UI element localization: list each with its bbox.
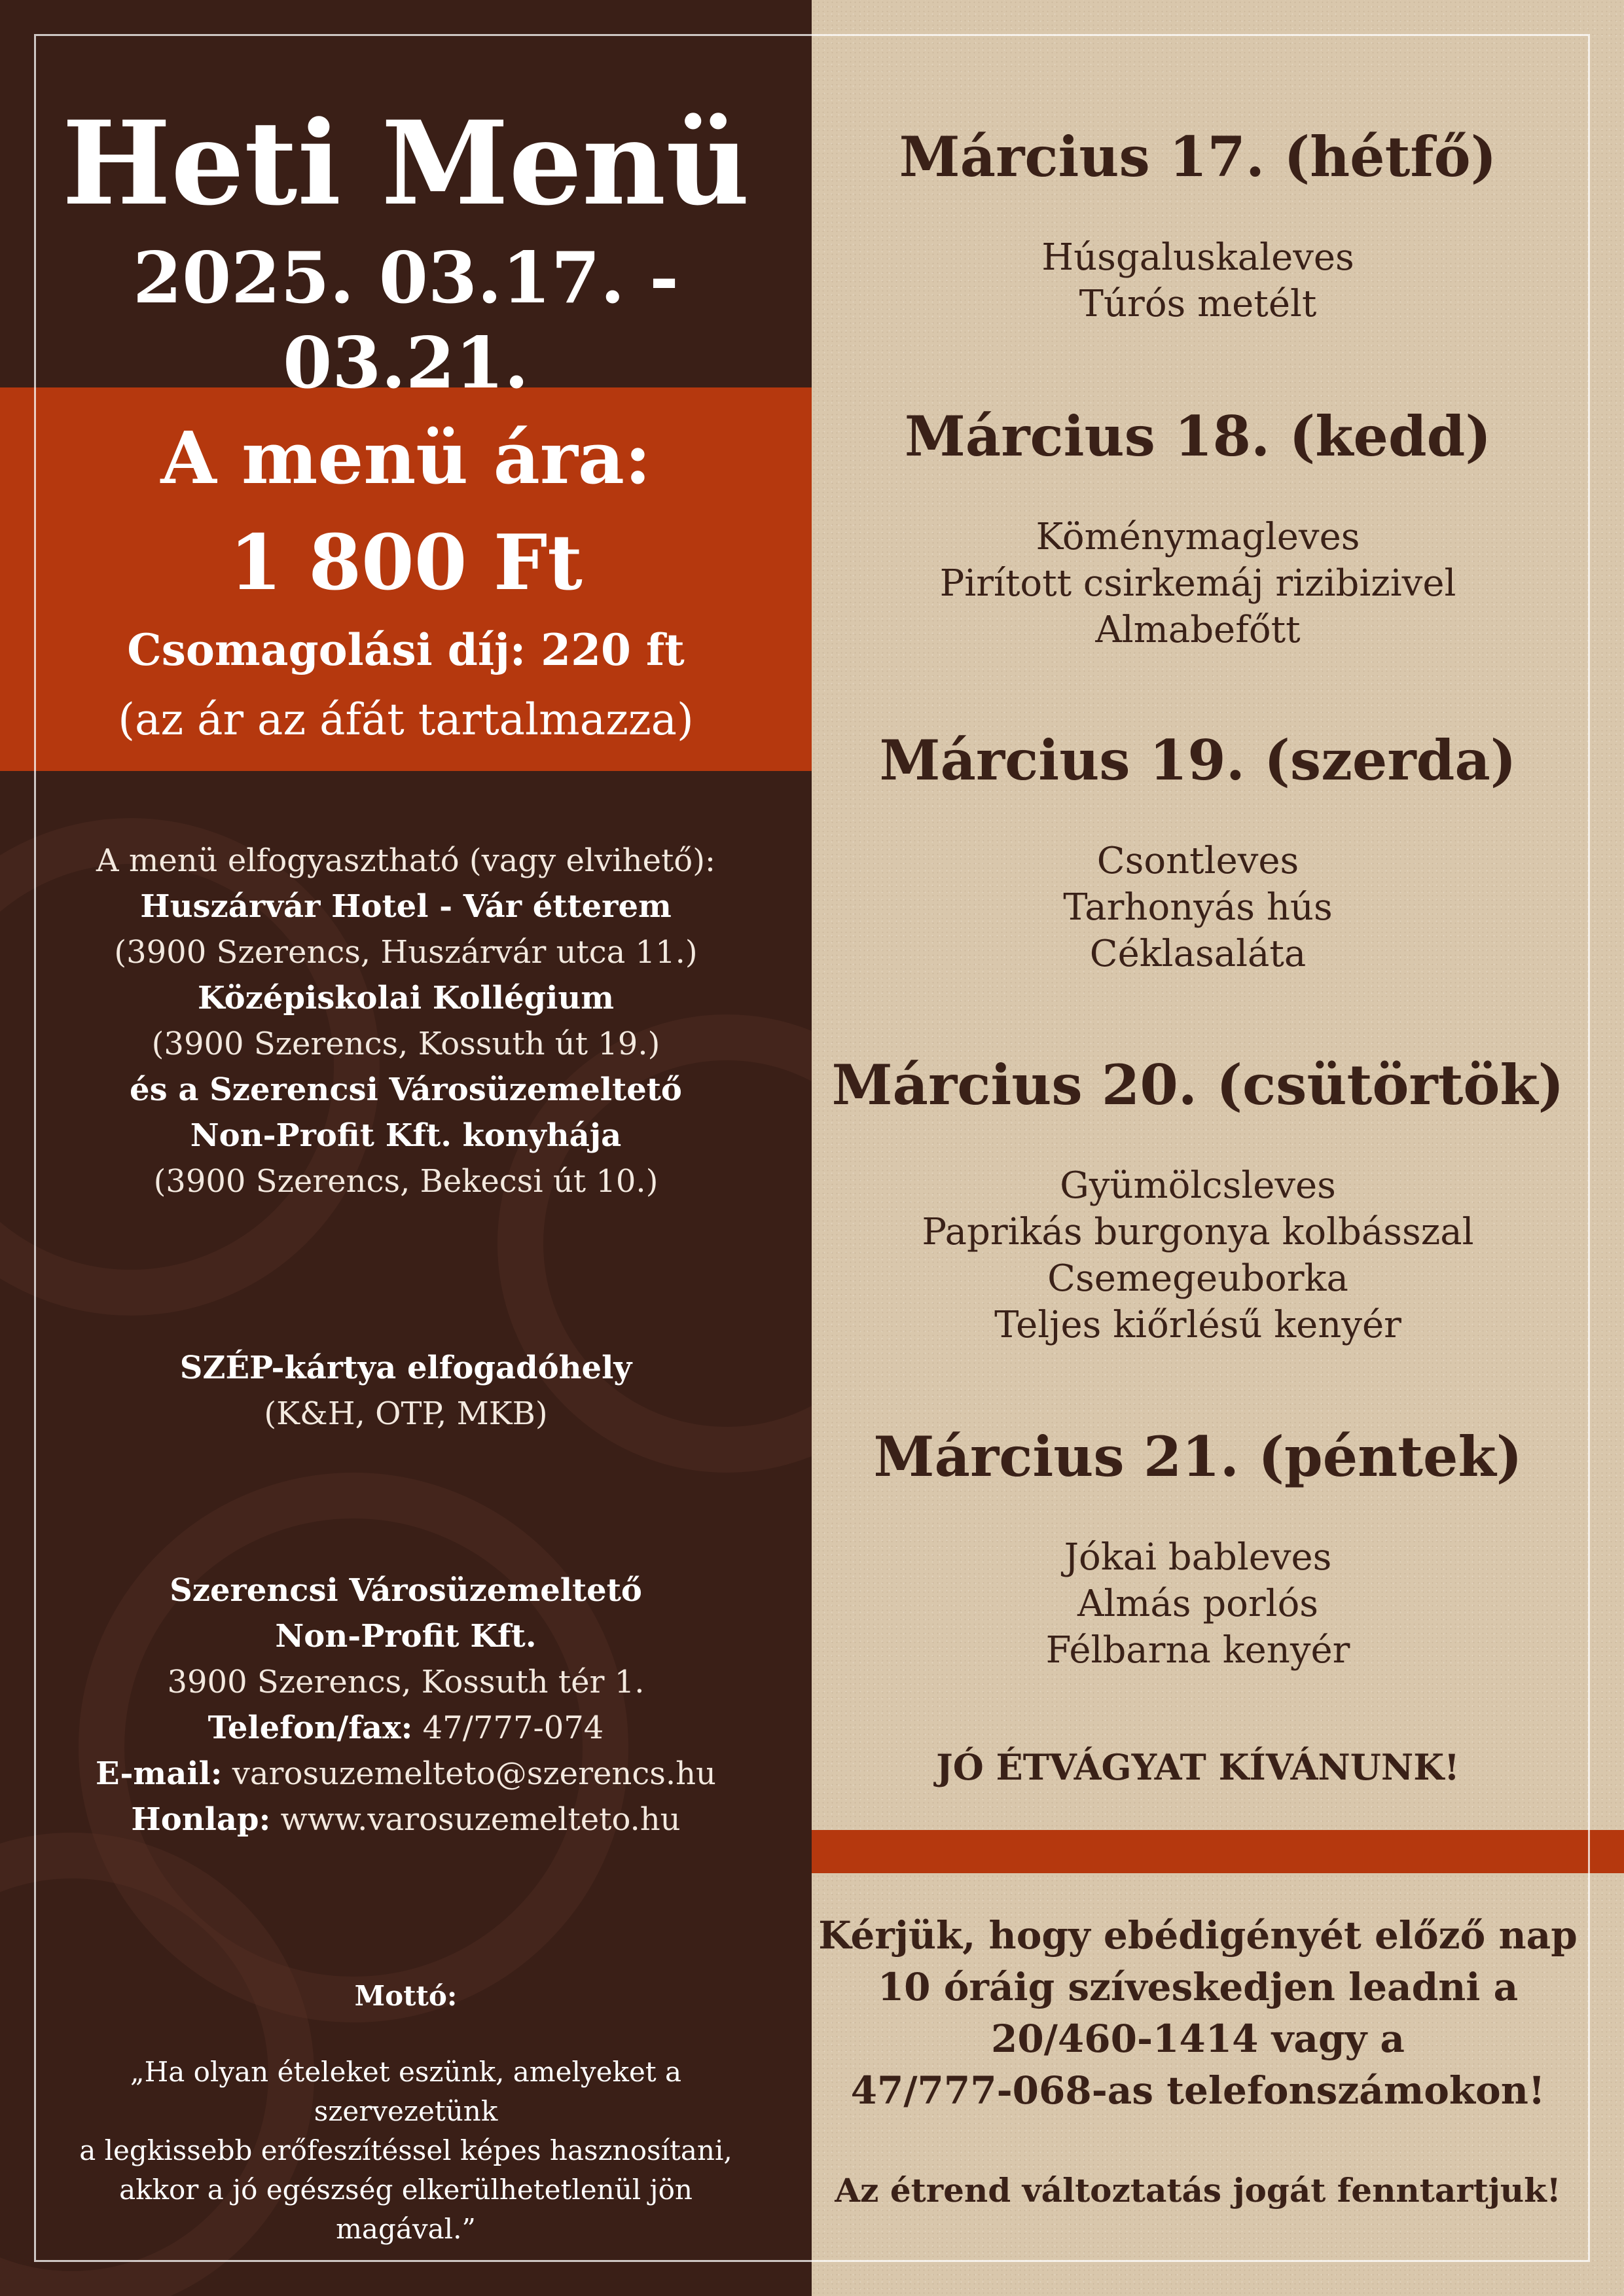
- location-address: (3900 Szerencs, Bekecsi út 10.): [153, 1163, 659, 1200]
- dish: Tarhonyás hús: [1063, 886, 1333, 929]
- locations-intro: A menü elfogyasztható (vagy elvihető):: [96, 842, 716, 879]
- order-note-line: 20/460-1414 vagy a: [991, 2017, 1405, 2061]
- email-address: varosuzemelteto@szerencs.hu: [222, 1755, 716, 1792]
- page-title: Heti Menü: [62, 96, 750, 231]
- dish: Céklasaláta: [1089, 933, 1307, 975]
- org-address: 3900 Szerencs, Kossuth tér 1.: [167, 1664, 645, 1700]
- motto-title: Mottó:: [354, 1980, 458, 2012]
- dish: Csemegeuborka: [1047, 1257, 1348, 1300]
- bon-appetit: JÓ ÉTVÁGYAT KÍVÁNUNK!: [936, 1746, 1460, 1788]
- rights-reserved: Az étrend változtatás jogát fenntartjuk!: [835, 2171, 1561, 2210]
- dish: Félbarna kenyér: [1045, 1629, 1350, 1672]
- order-note-line: Kérjük, hogy ebédigényét előző nap: [818, 1913, 1578, 1958]
- location-name: Huszárvár Hotel - Vár étterem: [140, 888, 672, 925]
- day-title: Március 20. (csütörtök): [831, 1052, 1564, 1117]
- dish: Pirított csirkemáj rizibizivel: [939, 562, 1456, 605]
- price-label: A menü ára:: [160, 416, 651, 500]
- org-name: Non-Profit Kft.: [275, 1618, 537, 1655]
- location-name: Non-Profit Kft. konyhája: [190, 1117, 622, 1154]
- location-address: (3900 Szerencs, Huszárvár utca 11.): [114, 934, 698, 971]
- dish: Csontleves: [1096, 840, 1299, 882]
- location-address: (3900 Szerencs, Kossuth út 19.): [151, 1026, 660, 1062]
- dish: Almás porlós: [1077, 1583, 1319, 1625]
- dish: Teljes kiőrlésű kenyér: [994, 1304, 1401, 1346]
- price-amount: 1 800 Ft: [229, 518, 583, 607]
- day-title: Március 18. (kedd): [904, 404, 1492, 469]
- motto-line: „Ha olyan ételeket eszünk, amelyeket a szervezetünk: [130, 2056, 682, 2127]
- dish: Gyümölcsleves: [1060, 1164, 1336, 1207]
- order-note-line: 47/777-068-as telefonszámokon!: [850, 2068, 1545, 2113]
- order-note-line: 10 óráig szíveskedjen leadni a: [877, 1965, 1519, 2009]
- dish: Köménymagleves: [1036, 516, 1360, 558]
- day-title: Március 19. (szerda): [879, 728, 1517, 793]
- szep-card-title: SZÉP-kártya elfogadóhely: [179, 1350, 632, 1386]
- dish: Húsgaluskaleves: [1041, 236, 1354, 279]
- motto-text: [52, 2053, 759, 2249]
- org-name: Szerencsi Városüzemeltető: [170, 1572, 642, 1609]
- vat-note: (az ár az áfát tartalmazza): [118, 694, 694, 745]
- week-dates: 2025. 03.17. - 03.21.: [133, 237, 679, 404]
- dish: Almabefőtt: [1095, 609, 1301, 651]
- dish: Jókai bableves: [1064, 1536, 1332, 1579]
- email-label: E-mail:: [96, 1755, 223, 1792]
- accent-strip: [812, 1830, 1624, 1873]
- location-name: Középiskolai Kollégium: [197, 980, 615, 1016]
- order-note: [812, 1910, 1584, 2117]
- web-line: [26, 1797, 785, 1842]
- packaging-fee: Csomagolási díj: 220 ft: [127, 624, 685, 675]
- motto-line: a legkissebb erőfeszítéssel képes hasznosítani,: [79, 2134, 732, 2166]
- phone-line: [26, 1705, 785, 1751]
- dish: Túrós metélt: [1079, 283, 1317, 325]
- web-address: www.varosuzemelteto.hu: [270, 1801, 681, 1838]
- phone-number: 47/777-074: [412, 1710, 604, 1746]
- phone-label: Telefon/fax:: [208, 1710, 413, 1746]
- email-line: [26, 1751, 785, 1797]
- web-label: Honlap:: [131, 1801, 271, 1838]
- day-title: Március 17. (hétfő): [899, 124, 1497, 189]
- szep-card-banks: (K&H, OTP, MKB): [264, 1395, 548, 1432]
- dish: Paprikás burgonya kolbásszal: [922, 1211, 1474, 1253]
- location-name: és a Szerencsi Városüzemeltető: [130, 1071, 682, 1108]
- day-title: Március 21. (péntek): [873, 1424, 1523, 1489]
- motto-line: akkor a jó egészség elkerülhetetlenül jön magával.”: [119, 2174, 693, 2245]
